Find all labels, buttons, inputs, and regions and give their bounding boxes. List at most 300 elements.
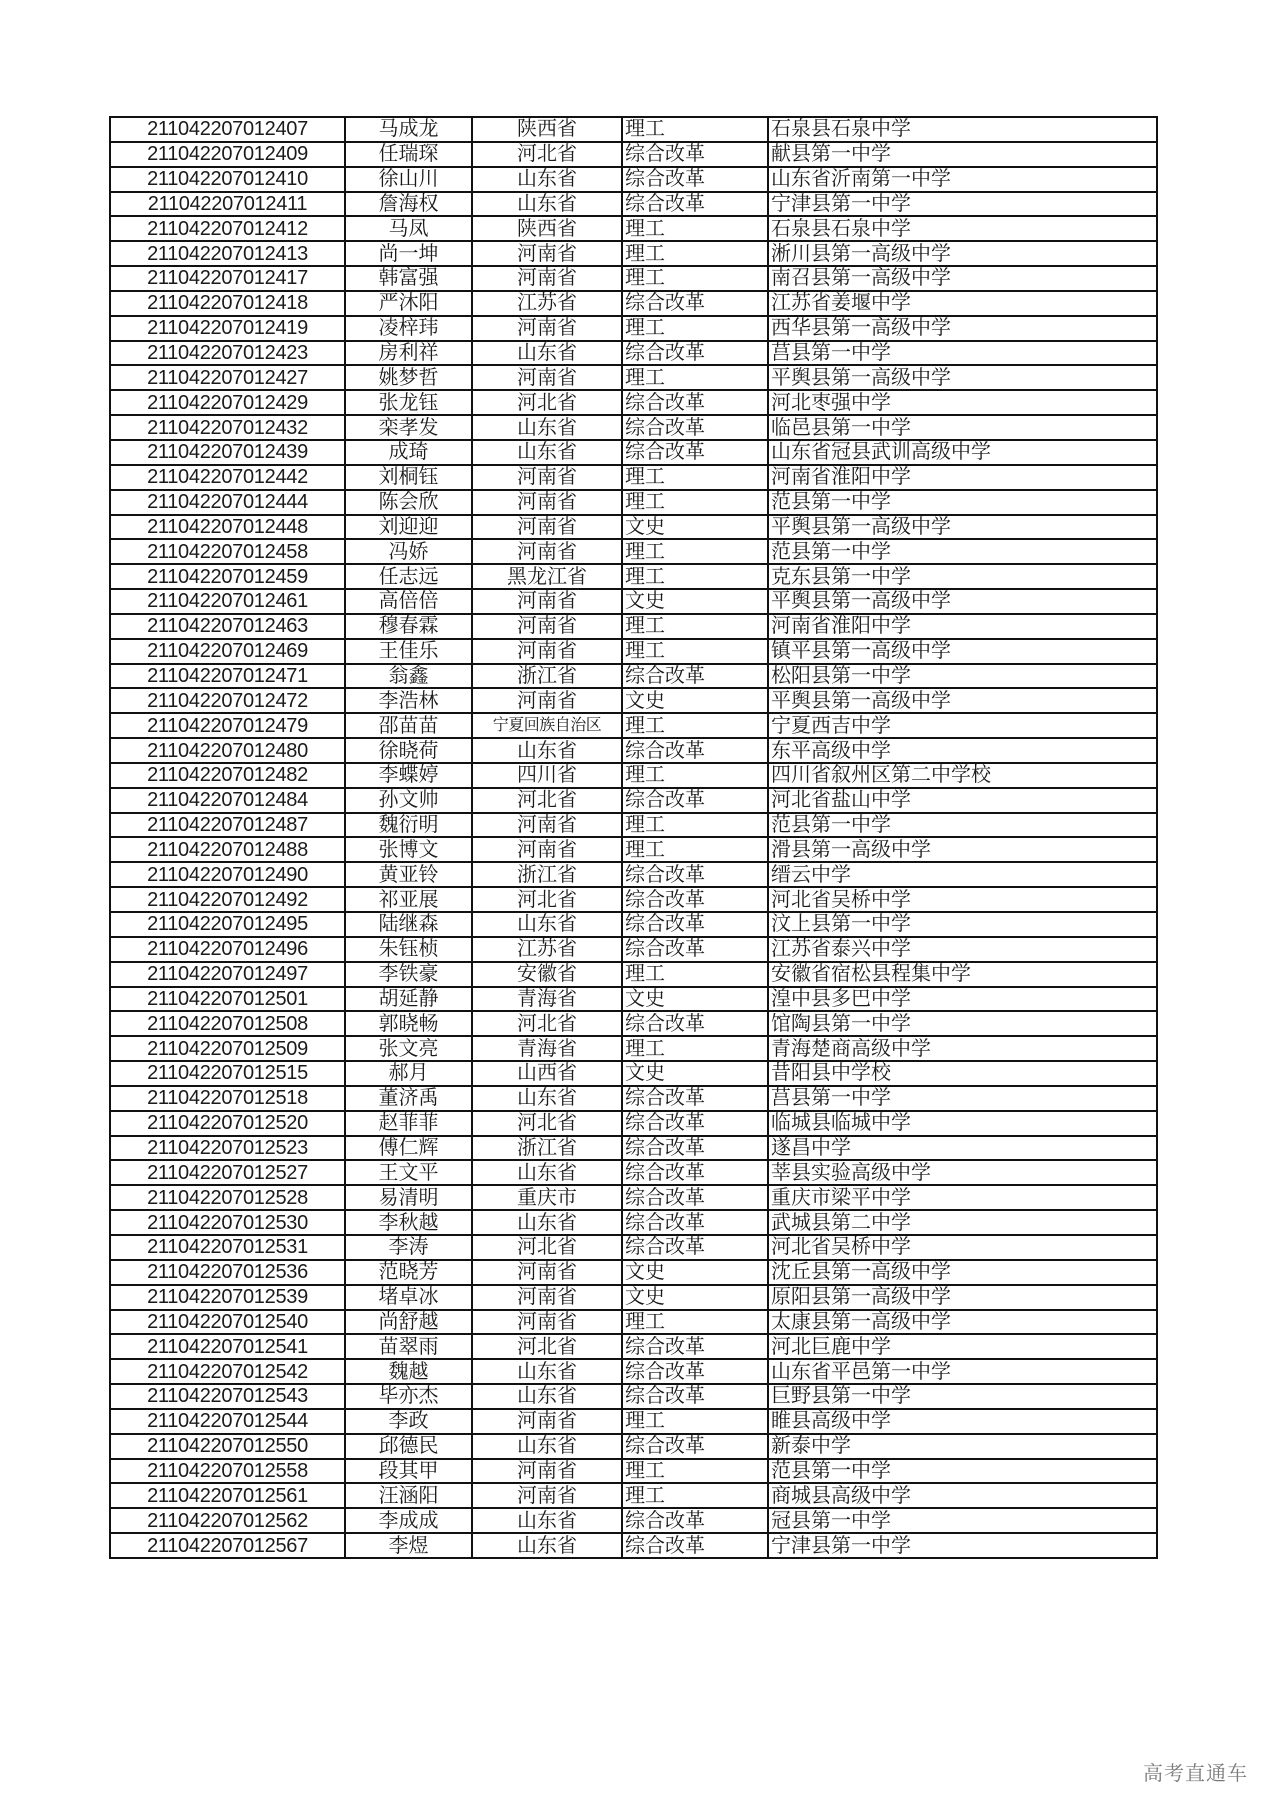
student-name-cell: 房利祥 — [345, 341, 472, 366]
province-cell: 山东省 — [472, 1210, 622, 1235]
province-cell: 黑龙江省 — [472, 564, 622, 589]
student-id-cell: 211042207012536 — [110, 1260, 345, 1285]
province-cell: 河南省 — [472, 614, 622, 639]
category-cell: 理工 — [622, 1459, 768, 1484]
category-cell: 综合改革 — [622, 937, 768, 962]
table-row — [110, 490, 1157, 515]
table-row — [110, 1434, 1157, 1459]
category-cell: 文史 — [622, 688, 768, 713]
student-name-cell: 马成龙 — [345, 117, 472, 142]
table-row — [110, 1508, 1157, 1533]
table-row — [110, 291, 1157, 316]
province-cell: 河北省 — [472, 1111, 622, 1136]
category-cell: 综合改革 — [622, 1136, 768, 1161]
province-cell: 山西省 — [472, 1061, 622, 1086]
student-name-cell: 王文平 — [345, 1160, 472, 1185]
student-name-cell: 董济禹 — [345, 1086, 472, 1111]
student-id-cell: 211042207012531 — [110, 1235, 345, 1260]
school-cell: 镇平县第一高级中学 — [768, 639, 1157, 664]
province-cell: 河南省 — [472, 639, 622, 664]
student-id-cell: 211042207012567 — [110, 1533, 345, 1558]
student-name-cell: 孙文帅 — [345, 788, 472, 813]
table-row — [110, 589, 1157, 614]
student-id-cell: 211042207012419 — [110, 316, 345, 341]
category-cell: 综合改革 — [622, 1210, 768, 1235]
student-name-cell: 任瑞琛 — [345, 142, 472, 167]
table-row — [110, 937, 1157, 962]
province-cell: 山东省 — [472, 1384, 622, 1409]
student-name-cell: 徐晓荷 — [345, 738, 472, 763]
table-row — [110, 117, 1157, 142]
category-cell: 理工 — [622, 1036, 768, 1061]
student-name-cell: 张博文 — [345, 837, 472, 862]
school-cell: 馆陶县第一中学 — [768, 1011, 1157, 1036]
student-name-cell: 高倍倍 — [345, 589, 472, 614]
province-cell: 河南省 — [472, 241, 622, 266]
table-row — [110, 862, 1157, 887]
student-id-cell: 211042207012495 — [110, 912, 345, 937]
category-cell: 综合改革 — [622, 1160, 768, 1185]
student-name-cell: 郭晓畅 — [345, 1011, 472, 1036]
province-cell: 河北省 — [472, 142, 622, 167]
province-cell: 山东省 — [472, 912, 622, 937]
province-cell: 河南省 — [472, 316, 622, 341]
category-cell: 综合改革 — [622, 1384, 768, 1409]
table-row — [110, 1310, 1157, 1335]
student-name-cell: 张龙钰 — [345, 390, 472, 415]
student-id-cell: 211042207012463 — [110, 614, 345, 639]
school-cell: 河北省吴桥中学 — [768, 1235, 1157, 1260]
school-cell: 西华县第一高级中学 — [768, 316, 1157, 341]
student-id-cell: 211042207012497 — [110, 962, 345, 987]
student-id-cell: 211042207012543 — [110, 1384, 345, 1409]
category-cell: 文史 — [622, 1061, 768, 1086]
student-name-cell: 姚梦哲 — [345, 365, 472, 390]
student-name-cell: 李秋越 — [345, 1210, 472, 1235]
table-row — [110, 515, 1157, 540]
province-cell: 河北省 — [472, 1011, 622, 1036]
student-id-cell: 211042207012432 — [110, 415, 345, 440]
province-cell: 青海省 — [472, 1036, 622, 1061]
student-id-cell: 211042207012407 — [110, 117, 345, 142]
category-cell: 理工 — [622, 266, 768, 291]
school-cell: 武城县第二中学 — [768, 1210, 1157, 1235]
table-row — [110, 192, 1157, 217]
province-cell: 山东省 — [472, 1533, 622, 1558]
province-cell: 宁夏回族自治区 — [472, 713, 622, 738]
student-name-cell: 李涛 — [345, 1235, 472, 1260]
school-cell: 莒县第一中学 — [768, 1086, 1157, 1111]
student-name-cell: 李成成 — [345, 1508, 472, 1533]
table-row — [110, 341, 1157, 366]
student-name-cell: 冯娇 — [345, 539, 472, 564]
table-row — [110, 167, 1157, 192]
category-cell: 理工 — [622, 837, 768, 862]
table-row — [110, 713, 1157, 738]
province-cell: 山东省 — [472, 167, 622, 192]
category-cell: 综合改革 — [622, 1359, 768, 1384]
admission-table-body — [110, 117, 1157, 1558]
student-name-cell: 刘桐钰 — [345, 465, 472, 490]
table-row — [110, 465, 1157, 490]
category-cell: 综合改革 — [622, 1434, 768, 1459]
province-cell: 河北省 — [472, 887, 622, 912]
category-cell: 文史 — [622, 515, 768, 540]
student-name-cell: 尚舒越 — [345, 1310, 472, 1335]
student-name-cell: 马凤 — [345, 216, 472, 241]
category-cell: 理工 — [622, 117, 768, 142]
school-cell: 沈丘县第一高级中学 — [768, 1260, 1157, 1285]
province-cell: 安徽省 — [472, 962, 622, 987]
student-name-cell: 詹海权 — [345, 192, 472, 217]
province-cell: 江苏省 — [472, 937, 622, 962]
student-id-cell: 211042207012541 — [110, 1334, 345, 1359]
category-cell: 综合改革 — [622, 887, 768, 912]
student-name-cell: 邱德民 — [345, 1434, 472, 1459]
table-row — [110, 365, 1157, 390]
student-id-cell: 211042207012528 — [110, 1185, 345, 1210]
student-id-cell: 211042207012530 — [110, 1210, 345, 1235]
table-row — [110, 1459, 1157, 1484]
school-cell: 江苏省泰兴中学 — [768, 937, 1157, 962]
table-row — [110, 664, 1157, 689]
student-id-cell: 211042207012439 — [110, 440, 345, 465]
school-cell: 河北省盐山中学 — [768, 788, 1157, 813]
province-cell: 山东省 — [472, 440, 622, 465]
school-cell: 克东县第一中学 — [768, 564, 1157, 589]
province-cell: 河南省 — [472, 465, 622, 490]
student-name-cell: 苗翠雨 — [345, 1334, 472, 1359]
school-cell: 重庆市梁平中学 — [768, 1185, 1157, 1210]
category-cell: 综合改革 — [622, 142, 768, 167]
school-cell: 山东省冠县武训高级中学 — [768, 440, 1157, 465]
province-cell: 河南省 — [472, 589, 622, 614]
student-name-cell: 成琦 — [345, 440, 472, 465]
student-name-cell: 穆春霖 — [345, 614, 472, 639]
student-name-cell: 李铁豪 — [345, 962, 472, 987]
table-row — [110, 440, 1157, 465]
school-cell: 莘县实验高级中学 — [768, 1160, 1157, 1185]
category-cell: 理工 — [622, 216, 768, 241]
category-cell: 综合改革 — [622, 1508, 768, 1533]
school-cell: 遂昌中学 — [768, 1136, 1157, 1161]
province-cell: 河南省 — [472, 1459, 622, 1484]
category-cell: 综合改革 — [622, 341, 768, 366]
school-cell: 平舆县第一高级中学 — [768, 589, 1157, 614]
category-cell: 理工 — [622, 1483, 768, 1508]
category-cell: 综合改革 — [622, 192, 768, 217]
school-cell: 巨野县第一中学 — [768, 1384, 1157, 1409]
school-cell: 宁津县第一中学 — [768, 192, 1157, 217]
school-cell: 平舆县第一高级中学 — [768, 688, 1157, 713]
student-id-cell: 211042207012479 — [110, 713, 345, 738]
student-id-cell: 211042207012562 — [110, 1508, 345, 1533]
school-cell: 新泰中学 — [768, 1434, 1157, 1459]
category-cell: 理工 — [622, 1409, 768, 1434]
category-cell: 理工 — [622, 1310, 768, 1335]
student-id-cell: 211042207012469 — [110, 639, 345, 664]
student-id-cell: 211042207012550 — [110, 1434, 345, 1459]
category-cell: 文史 — [622, 1285, 768, 1310]
table-row — [110, 887, 1157, 912]
student-name-cell: 李煜 — [345, 1533, 472, 1558]
student-name-cell: 栾孝发 — [345, 415, 472, 440]
category-cell: 综合改革 — [622, 1086, 768, 1111]
school-cell: 河北枣强中学 — [768, 390, 1157, 415]
table-row — [110, 1235, 1157, 1260]
student-name-cell: 邵苗苗 — [345, 713, 472, 738]
table-row — [110, 266, 1157, 291]
school-cell: 宁夏西吉中学 — [768, 713, 1157, 738]
province-cell: 河南省 — [472, 1285, 622, 1310]
student-name-cell: 李政 — [345, 1409, 472, 1434]
school-cell: 临城县临城中学 — [768, 1111, 1157, 1136]
table-row — [110, 813, 1157, 838]
student-name-cell: 王佳乐 — [345, 639, 472, 664]
category-cell: 文史 — [622, 1260, 768, 1285]
school-cell: 原阳县第一高级中学 — [768, 1285, 1157, 1310]
student-id-cell: 211042207012410 — [110, 167, 345, 192]
school-cell: 河北巨鹿中学 — [768, 1334, 1157, 1359]
province-cell: 河北省 — [472, 788, 622, 813]
student-name-cell: 傅仁辉 — [345, 1136, 472, 1161]
student-id-cell: 211042207012509 — [110, 1036, 345, 1061]
table-row — [110, 1111, 1157, 1136]
table-row — [110, 1533, 1157, 1558]
province-cell: 山东省 — [472, 192, 622, 217]
student-name-cell: 刘迎迎 — [345, 515, 472, 540]
watermark-label: 高考直通车 — [1143, 1761, 1248, 1785]
category-cell: 理工 — [622, 365, 768, 390]
student-name-cell: 陆继森 — [345, 912, 472, 937]
school-cell: 昔阳县中学校 — [768, 1061, 1157, 1086]
table-row — [110, 763, 1157, 788]
school-cell: 东平高级中学 — [768, 738, 1157, 763]
category-cell: 理工 — [622, 465, 768, 490]
school-cell: 范县第一中学 — [768, 539, 1157, 564]
table-row — [110, 316, 1157, 341]
province-cell: 山东省 — [472, 341, 622, 366]
student-id-cell: 211042207012542 — [110, 1359, 345, 1384]
category-cell: 综合改革 — [622, 390, 768, 415]
student-id-cell: 211042207012518 — [110, 1086, 345, 1111]
table-row — [110, 1185, 1157, 1210]
province-cell: 山东省 — [472, 1508, 622, 1533]
province-cell: 陕西省 — [472, 117, 622, 142]
student-name-cell: 朱钰桢 — [345, 937, 472, 962]
table-row — [110, 614, 1157, 639]
school-cell: 山东省平邑第一中学 — [768, 1359, 1157, 1384]
category-cell: 理工 — [622, 713, 768, 738]
student-name-cell: 魏衍明 — [345, 813, 472, 838]
table-row — [110, 1483, 1157, 1508]
category-cell: 综合改革 — [622, 912, 768, 937]
table-row — [110, 962, 1157, 987]
school-cell: 江苏省姜堰中学 — [768, 291, 1157, 316]
school-cell: 湟中县多巴中学 — [768, 987, 1157, 1012]
school-cell: 献县第一中学 — [768, 142, 1157, 167]
student-name-cell: 韩富强 — [345, 266, 472, 291]
student-id-cell: 211042207012442 — [110, 465, 345, 490]
student-name-cell: 凌梓玮 — [345, 316, 472, 341]
table-row — [110, 639, 1157, 664]
category-cell: 综合改革 — [622, 1533, 768, 1558]
table-row — [110, 1086, 1157, 1111]
table-row — [110, 1210, 1157, 1235]
school-cell: 太康县第一高级中学 — [768, 1310, 1157, 1335]
student-name-cell: 徐山川 — [345, 167, 472, 192]
student-id-cell: 211042207012539 — [110, 1285, 345, 1310]
province-cell: 山东省 — [472, 738, 622, 763]
student-id-cell: 211042207012427 — [110, 365, 345, 390]
student-id-cell: 211042207012412 — [110, 216, 345, 241]
student-id-cell: 211042207012471 — [110, 664, 345, 689]
table-row — [110, 1285, 1157, 1310]
category-cell: 理工 — [622, 639, 768, 664]
student-id-cell: 211042207012520 — [110, 1111, 345, 1136]
school-cell: 平舆县第一高级中学 — [768, 365, 1157, 390]
category-cell: 综合改革 — [622, 1111, 768, 1136]
table-row — [110, 1384, 1157, 1409]
table-row — [110, 415, 1157, 440]
category-cell: 理工 — [622, 316, 768, 341]
student-name-cell: 李浩林 — [345, 688, 472, 713]
province-cell: 浙江省 — [472, 664, 622, 689]
category-cell: 综合改革 — [622, 1334, 768, 1359]
province-cell: 河南省 — [472, 1483, 622, 1508]
school-cell: 安徽省宿松县程集中学 — [768, 962, 1157, 987]
category-cell: 综合改革 — [622, 1011, 768, 1036]
table-row — [110, 912, 1157, 937]
province-cell: 青海省 — [472, 987, 622, 1012]
student-id-cell: 211042207012482 — [110, 763, 345, 788]
student-name-cell: 陈会欣 — [345, 490, 472, 515]
student-name-cell: 堵卓冰 — [345, 1285, 472, 1310]
province-cell: 河北省 — [472, 1334, 622, 1359]
category-cell: 综合改革 — [622, 788, 768, 813]
province-cell: 重庆市 — [472, 1185, 622, 1210]
province-cell: 浙江省 — [472, 862, 622, 887]
school-cell: 石泉县石泉中学 — [768, 117, 1157, 142]
table-row — [110, 1011, 1157, 1036]
province-cell: 河南省 — [472, 1310, 622, 1335]
student-id-cell: 211042207012444 — [110, 490, 345, 515]
student-name-cell: 易清明 — [345, 1185, 472, 1210]
student-id-cell: 211042207012472 — [110, 688, 345, 713]
table-row — [110, 564, 1157, 589]
category-cell: 综合改革 — [622, 415, 768, 440]
student-id-cell: 211042207012492 — [110, 887, 345, 912]
table-row — [110, 1160, 1157, 1185]
student-name-cell: 郝月 — [345, 1061, 472, 1086]
province-cell: 河南省 — [472, 365, 622, 390]
student-id-cell: 211042207012540 — [110, 1310, 345, 1335]
student-id-cell: 211042207012459 — [110, 564, 345, 589]
student-id-cell: 211042207012409 — [110, 142, 345, 167]
student-id-cell: 211042207012496 — [110, 937, 345, 962]
table-row — [110, 539, 1157, 564]
province-cell: 浙江省 — [472, 1136, 622, 1161]
student-name-cell: 毕亦杰 — [345, 1384, 472, 1409]
school-cell: 范县第一中学 — [768, 490, 1157, 515]
student-name-cell: 魏越 — [345, 1359, 472, 1384]
student-id-cell: 211042207012501 — [110, 987, 345, 1012]
province-cell: 河南省 — [472, 266, 622, 291]
student-id-cell: 211042207012487 — [110, 813, 345, 838]
table-row — [110, 738, 1157, 763]
student-id-cell: 211042207012423 — [110, 341, 345, 366]
province-cell: 河南省 — [472, 1260, 622, 1285]
student-name-cell: 赵菲菲 — [345, 1111, 472, 1136]
student-id-cell: 211042207012558 — [110, 1459, 345, 1484]
student-id-cell: 211042207012561 — [110, 1483, 345, 1508]
student-id-cell: 211042207012515 — [110, 1061, 345, 1086]
table-row — [110, 987, 1157, 1012]
student-id-cell: 211042207012448 — [110, 515, 345, 540]
category-cell: 理工 — [622, 614, 768, 639]
school-cell: 范县第一中学 — [768, 1459, 1157, 1484]
table-row — [110, 142, 1157, 167]
student-name-cell: 尚一坤 — [345, 241, 472, 266]
student-name-cell: 张文亮 — [345, 1036, 472, 1061]
student-id-cell: 211042207012411 — [110, 192, 345, 217]
table-row — [110, 1061, 1157, 1086]
province-cell: 河北省 — [472, 390, 622, 415]
table-row — [110, 1260, 1157, 1285]
school-cell: 淅川县第一高级中学 — [768, 241, 1157, 266]
student-name-cell: 胡延静 — [345, 987, 472, 1012]
student-id-cell: 211042207012458 — [110, 539, 345, 564]
school-cell: 缙云中学 — [768, 862, 1157, 887]
category-cell: 综合改革 — [622, 738, 768, 763]
province-cell: 河北省 — [472, 1235, 622, 1260]
category-cell: 综合改革 — [622, 664, 768, 689]
province-cell: 陕西省 — [472, 216, 622, 241]
school-cell: 莒县第一中学 — [768, 341, 1157, 366]
school-cell: 汶上县第一中学 — [768, 912, 1157, 937]
province-cell: 山东省 — [472, 415, 622, 440]
province-cell: 河南省 — [472, 837, 622, 862]
province-cell: 河南省 — [472, 515, 622, 540]
school-cell: 青海楚商高级中学 — [768, 1036, 1157, 1061]
category-cell: 综合改革 — [622, 167, 768, 192]
student-name-cell: 任志远 — [345, 564, 472, 589]
student-name-cell: 严沐阳 — [345, 291, 472, 316]
province-cell: 江苏省 — [472, 291, 622, 316]
student-id-cell: 211042207012523 — [110, 1136, 345, 1161]
school-cell: 睢县高级中学 — [768, 1409, 1157, 1434]
admission-table — [109, 116, 1158, 1559]
student-name-cell: 范晓芳 — [345, 1260, 472, 1285]
school-cell: 南召县第一高级中学 — [768, 266, 1157, 291]
school-cell: 河北省吴桥中学 — [768, 887, 1157, 912]
student-id-cell: 211042207012484 — [110, 788, 345, 813]
table-row — [110, 788, 1157, 813]
student-id-cell: 211042207012544 — [110, 1409, 345, 1434]
province-cell: 山东省 — [472, 1434, 622, 1459]
table-row — [110, 1359, 1157, 1384]
category-cell: 文史 — [622, 589, 768, 614]
student-name-cell: 翁鑫 — [345, 664, 472, 689]
table-row — [110, 390, 1157, 415]
category-cell: 文史 — [622, 987, 768, 1012]
school-cell: 河南省淮阳中学 — [768, 614, 1157, 639]
province-cell: 河南省 — [472, 539, 622, 564]
category-cell: 综合改革 — [622, 862, 768, 887]
table-row — [110, 1334, 1157, 1359]
student-name-cell: 段其甲 — [345, 1459, 472, 1484]
student-id-cell: 211042207012417 — [110, 266, 345, 291]
